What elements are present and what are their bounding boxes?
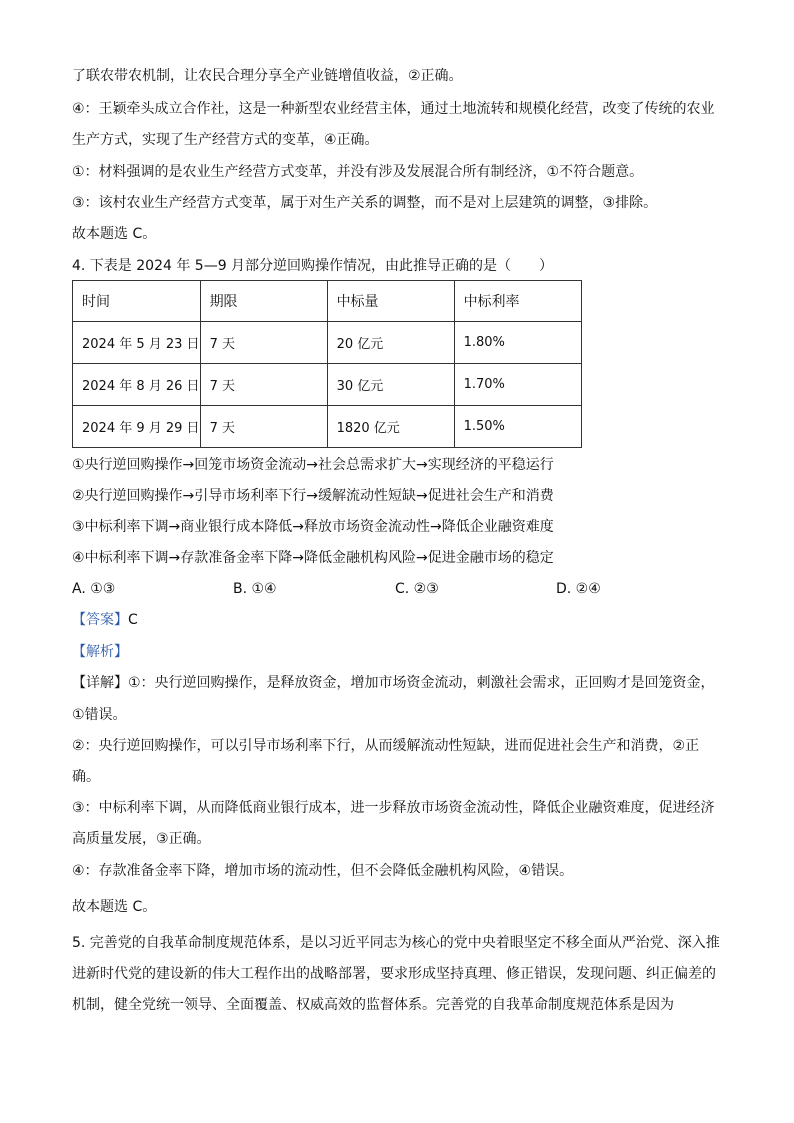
intro-line: 故本题选 C。 [72,226,157,242]
table-cell: 2024 年 5 月 23 日 [73,322,201,364]
table-header-cell: 期限 [200,281,327,322]
explanation-line: 高质量发展，③正确。 [72,831,211,847]
table-row [73,322,582,364]
table-header-cell: 时间 [73,281,201,322]
question-5-line: 5. 完善党的自我革命制度规范体系，是以习近平同志为核心的党中央着眼坚定不移全面从严治党、深入推 [72,935,720,951]
table-cell: 1820 亿元 [327,406,454,448]
table-header-cell: 中标量 [327,281,454,322]
analysis-label: 【解析】 [72,644,128,660]
question-4-stem: 4. 下表是 2024 年 5—9 月部分逆回购操作情况，由此推导正确的是（ ） [72,258,554,274]
table-row [73,364,582,406]
answer-line [72,610,138,630]
answer-label: 【答案】 [72,612,128,628]
table-cell: 7 天 [200,406,327,448]
table-cell: 1.80% [454,322,581,364]
answer-value: C [128,612,138,628]
table-cell: 7 天 [200,364,327,406]
table-cell: 1.50% [454,406,581,448]
detail-label: 【详解】 [72,675,128,691]
question-5-line: 机制，健全党统一领导、全面覆盖、权威高效的监督体系。完善党的自我革命制度规范体系是因为 [72,997,674,1013]
explanation-text: ①：央行逆回购操作，是释放资金，增加市场资金流动，刺激社会需求，正回购才是回笼资金， [128,675,715,691]
table-header-cell: 中标利率 [454,281,581,322]
statement-1: ①央行逆回购操作→回笼市场资金流动→社会总需求扩大→实现经济的平稳运行 [72,457,554,473]
explanation-line: ③：中标利率下调，从而降低商业银行成本，进一步释放市场资金流动性，降低企业融资难度，促进经济 [72,800,715,816]
intro-line: 生产方式，实现了生产经营方式的变革，④正确。 [72,132,379,148]
statement-3: ③中标利率下调→商业银行成本降低→释放市场资金流动性→降低企业融资难度 [72,519,554,535]
table-row [73,406,582,448]
option-a: A. ①③ [72,581,116,597]
table-cell: 7 天 [200,322,327,364]
intro-line: ③：该村农业生产经营方式变革，属于对生产关系的调整，而不是对上层建筑的调整，③排除。 [72,195,658,211]
question-5-line: 进新时代党的建设新的伟大工程作出的战略部署，要求形成坚持真理、修正错误，发现问题、纠正偏差的 [72,966,716,982]
reverse-repo-table [72,280,582,448]
option-c: C. ②③ [395,581,439,597]
option-d: D. ②④ [556,581,601,597]
table-cell: 2024 年 8 月 26 日 [73,364,201,406]
explanation-line: ①错误。 [72,707,127,723]
intro-line: ④：王颖牵头成立合作社，这是一种新型农业经营主体，通过土地流转和规模化经营，改变了传统的农业 [72,101,715,117]
table-cell: 20 亿元 [327,322,454,364]
explanation-line [72,673,715,693]
option-b: B. ①④ [233,581,277,597]
statement-4: ④中标利率下调→存款准备金率下降→降低金融机构风险→促进金融市场的稳定 [72,550,554,566]
statement-2: ②央行逆回购操作→引导市场利率下行→缓解流动性短缺→促进社会生产和消费 [72,488,554,504]
table-cell: 30 亿元 [327,364,454,406]
explanation-line: ②：央行逆回购操作，可以引导市场利率下行，从而缓解流动性短缺，进而促进社会生产和消费，②正 [72,738,700,754]
explanation-line: 确。 [72,769,100,785]
intro-line: 了联农带农机制，让农民合理分享全产业链增值收益，②正确。 [72,68,463,84]
explanation-line: ④：存款准备金率下降，增加市场的流动性，但不会降低金融机构风险，④错误。 [72,863,574,879]
explanation-line: 故本题选 C。 [72,899,157,915]
table-header-row [73,281,582,322]
intro-line: ①：材料强调的是农业生产经营方式变革，并没有涉及发展混合所有制经济，①不符合题意。 [72,164,644,180]
table-cell: 1.70% [454,364,581,406]
table-cell: 2024 年 9 月 29 日 [73,406,201,448]
